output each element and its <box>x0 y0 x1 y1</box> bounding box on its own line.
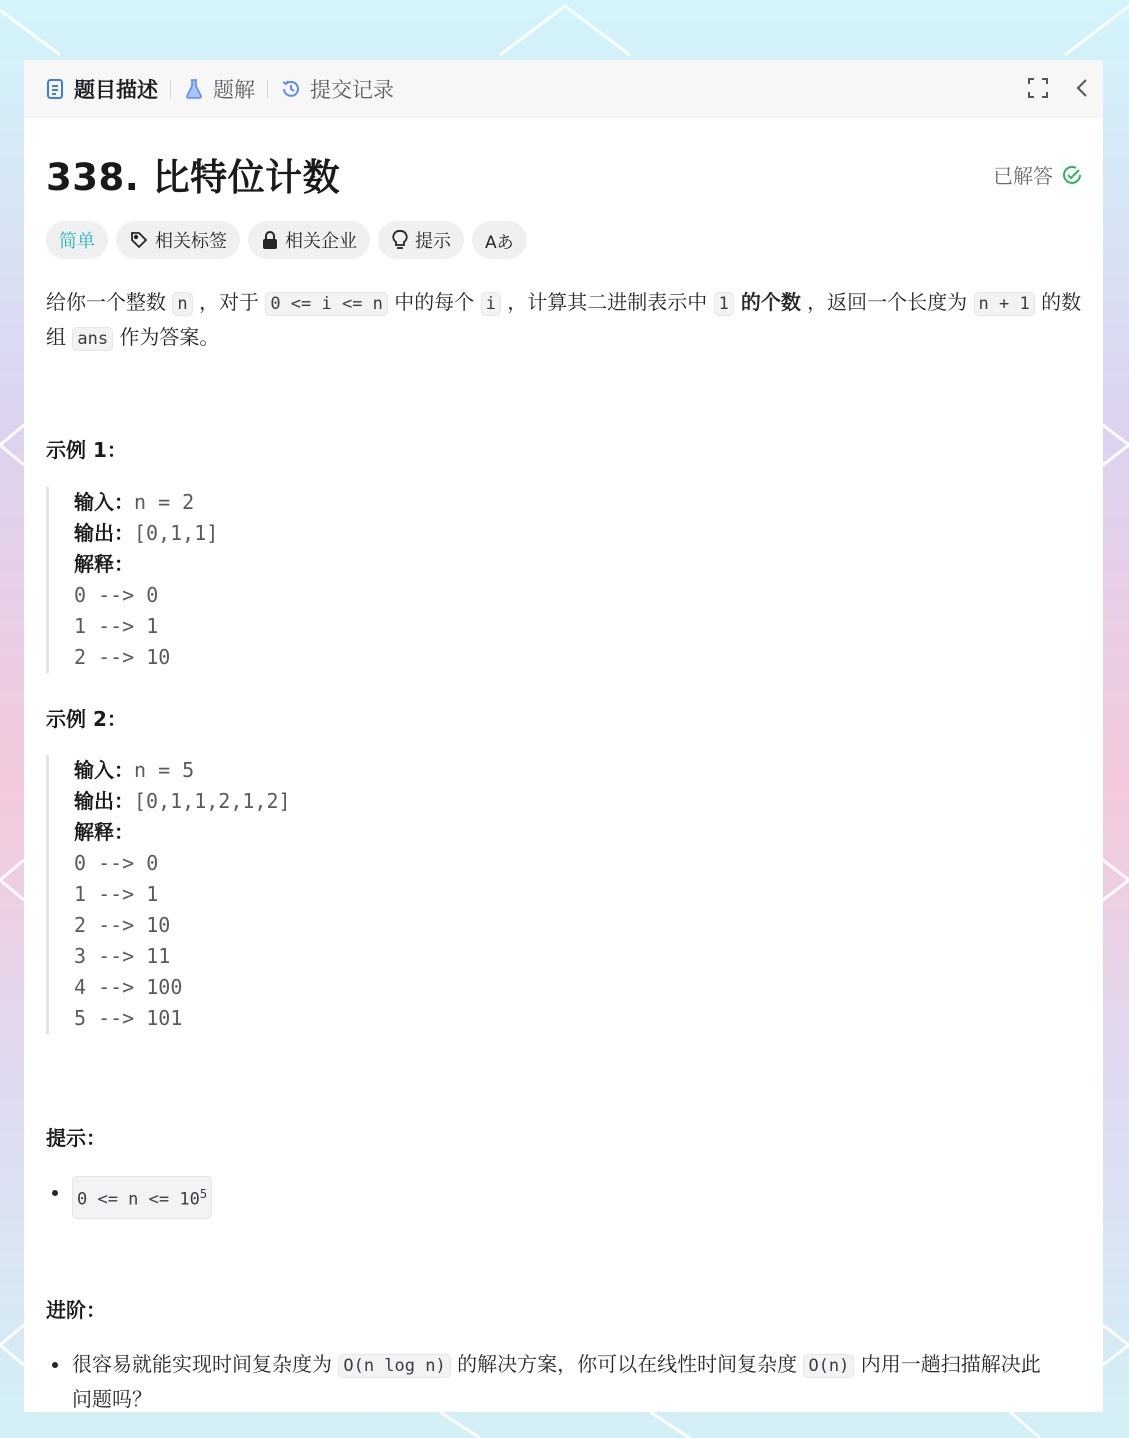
explain-label: 解释： <box>74 820 134 844</box>
hint-button[interactable] <box>378 221 464 259</box>
desc-text: 的数组 <box>46 290 1082 349</box>
followup-text-part: 的解决方案，你可以在线性时间复杂度 <box>450 1352 804 1376</box>
collapse-chevron-icon[interactable] <box>1075 77 1089 103</box>
tag-icon <box>129 230 149 250</box>
followup-text <box>72 1348 1052 1412</box>
explain-line: 2 --> 10 <box>74 645 171 669</box>
explain-line: 4 --> 100 <box>74 975 183 999</box>
inline-code: 1 <box>714 292 734 316</box>
followup-heading: 进阶： <box>46 1298 106 1322</box>
example2-output-line <box>74 786 291 817</box>
solved-label: 已解答 <box>993 164 1053 188</box>
related-companies-button[interactable] <box>248 221 370 259</box>
tab-description-label: 题目描述 <box>74 78 158 102</box>
tab-description[interactable] <box>44 74 158 104</box>
followup-item <box>52 1348 1052 1412</box>
tab-solutions-label: 题解 <box>213 78 255 102</box>
desc-text: 中的每个 <box>387 290 481 314</box>
explain-line: 1 --> 1 <box>74 882 159 906</box>
hint-label: 提示 <box>415 231 451 252</box>
solved-status <box>993 160 1083 189</box>
check-circle-icon <box>1061 164 1083 186</box>
inline-code: n + 1 <box>974 292 1035 316</box>
input-value: n = 5 <box>134 758 195 782</box>
history-icon <box>280 78 302 100</box>
lightbulb-icon <box>391 229 409 251</box>
desc-text: 作为答案。 <box>113 325 220 349</box>
explain-line: 3 --> 11 <box>74 944 171 968</box>
related-companies-label: 相关企业 <box>285 231 357 252</box>
difficulty-badge[interactable] <box>46 221 108 259</box>
bullet-dot <box>52 1190 58 1196</box>
title-row <box>46 152 1083 199</box>
difficulty-label: 简单 <box>59 231 95 252</box>
followup-text-part: 内用一趟扫描解决此问题吗？ <box>72 1352 1041 1411</box>
constraint-base: 0 <= n <= 10 <box>77 1189 200 1210</box>
desc-bold: 的个数 <box>733 290 801 314</box>
inline-code: i <box>481 292 501 316</box>
document-icon <box>44 78 66 100</box>
constraint-exponent: 5 <box>199 1187 208 1201</box>
explain-line: 0 --> 0 <box>74 583 159 607</box>
input-value: n = 2 <box>134 490 195 514</box>
desc-text: ，计算其二进制表示中 <box>500 290 714 314</box>
example2-input-line <box>74 755 291 786</box>
desc-text: 给你一个整数 <box>46 290 173 314</box>
related-tags-button[interactable] <box>116 221 240 259</box>
inline-code: ans <box>72 327 113 351</box>
explain-label: 解释： <box>74 552 134 576</box>
explain-line: 0 --> 0 <box>74 851 159 875</box>
fullscreen-icon[interactable] <box>1027 77 1049 103</box>
tag-row <box>46 221 527 259</box>
example1-block <box>46 487 218 673</box>
output-value: [0,1,1] <box>134 521 219 545</box>
inline-code: n <box>172 292 192 316</box>
translate-button[interactable] <box>472 221 527 259</box>
explain-line: 1 --> 1 <box>74 614 159 638</box>
tab-submissions[interactable] <box>280 74 394 104</box>
constraints-heading: 提示： <box>46 1126 106 1150</box>
output-value: [0,1,1,2,1,2] <box>134 789 291 813</box>
flask-icon <box>183 78 205 100</box>
inline-code: 0 <= i <= n <box>265 292 388 316</box>
tab-divider <box>267 80 268 98</box>
desc-text: ，对于 <box>192 290 266 314</box>
problem-panel <box>24 60 1103 1412</box>
tab-bar <box>24 60 1103 118</box>
translate-icon: Aあ <box>485 232 514 253</box>
tab-divider <box>170 80 171 98</box>
input-label: 输入： <box>74 758 134 782</box>
example1-output-line <box>74 518 218 549</box>
input-label: 输入： <box>74 490 134 514</box>
problem-title: 338. 比特位计数 <box>46 156 341 199</box>
followup-text-part: 很容易就能实现时间复杂度为 <box>72 1352 339 1376</box>
explain-line: 5 --> 101 <box>74 1006 183 1030</box>
example2-block <box>46 755 291 1034</box>
constraint-code <box>72 1176 212 1219</box>
output-label: 输出： <box>74 521 134 545</box>
inline-code: O(n) <box>803 1354 854 1378</box>
output-label: 输出： <box>74 789 134 813</box>
constraint-item <box>52 1176 212 1219</box>
explain-line: 2 --> 10 <box>74 913 171 937</box>
bullet-dot <box>52 1362 58 1368</box>
tab-solutions[interactable] <box>183 74 255 104</box>
lock-icon <box>261 230 279 250</box>
example1-input-line <box>74 487 218 518</box>
desc-text: ，返回一个长度为 <box>800 290 974 314</box>
tab-submissions-label: 提交记录 <box>310 78 394 102</box>
example1-heading: 示例 1： <box>46 438 127 462</box>
inline-code: O(n log n) <box>338 1354 450 1378</box>
example2-heading: 示例 2： <box>46 707 127 731</box>
problem-description <box>46 286 1086 356</box>
related-tags-label: 相关标签 <box>155 231 227 252</box>
